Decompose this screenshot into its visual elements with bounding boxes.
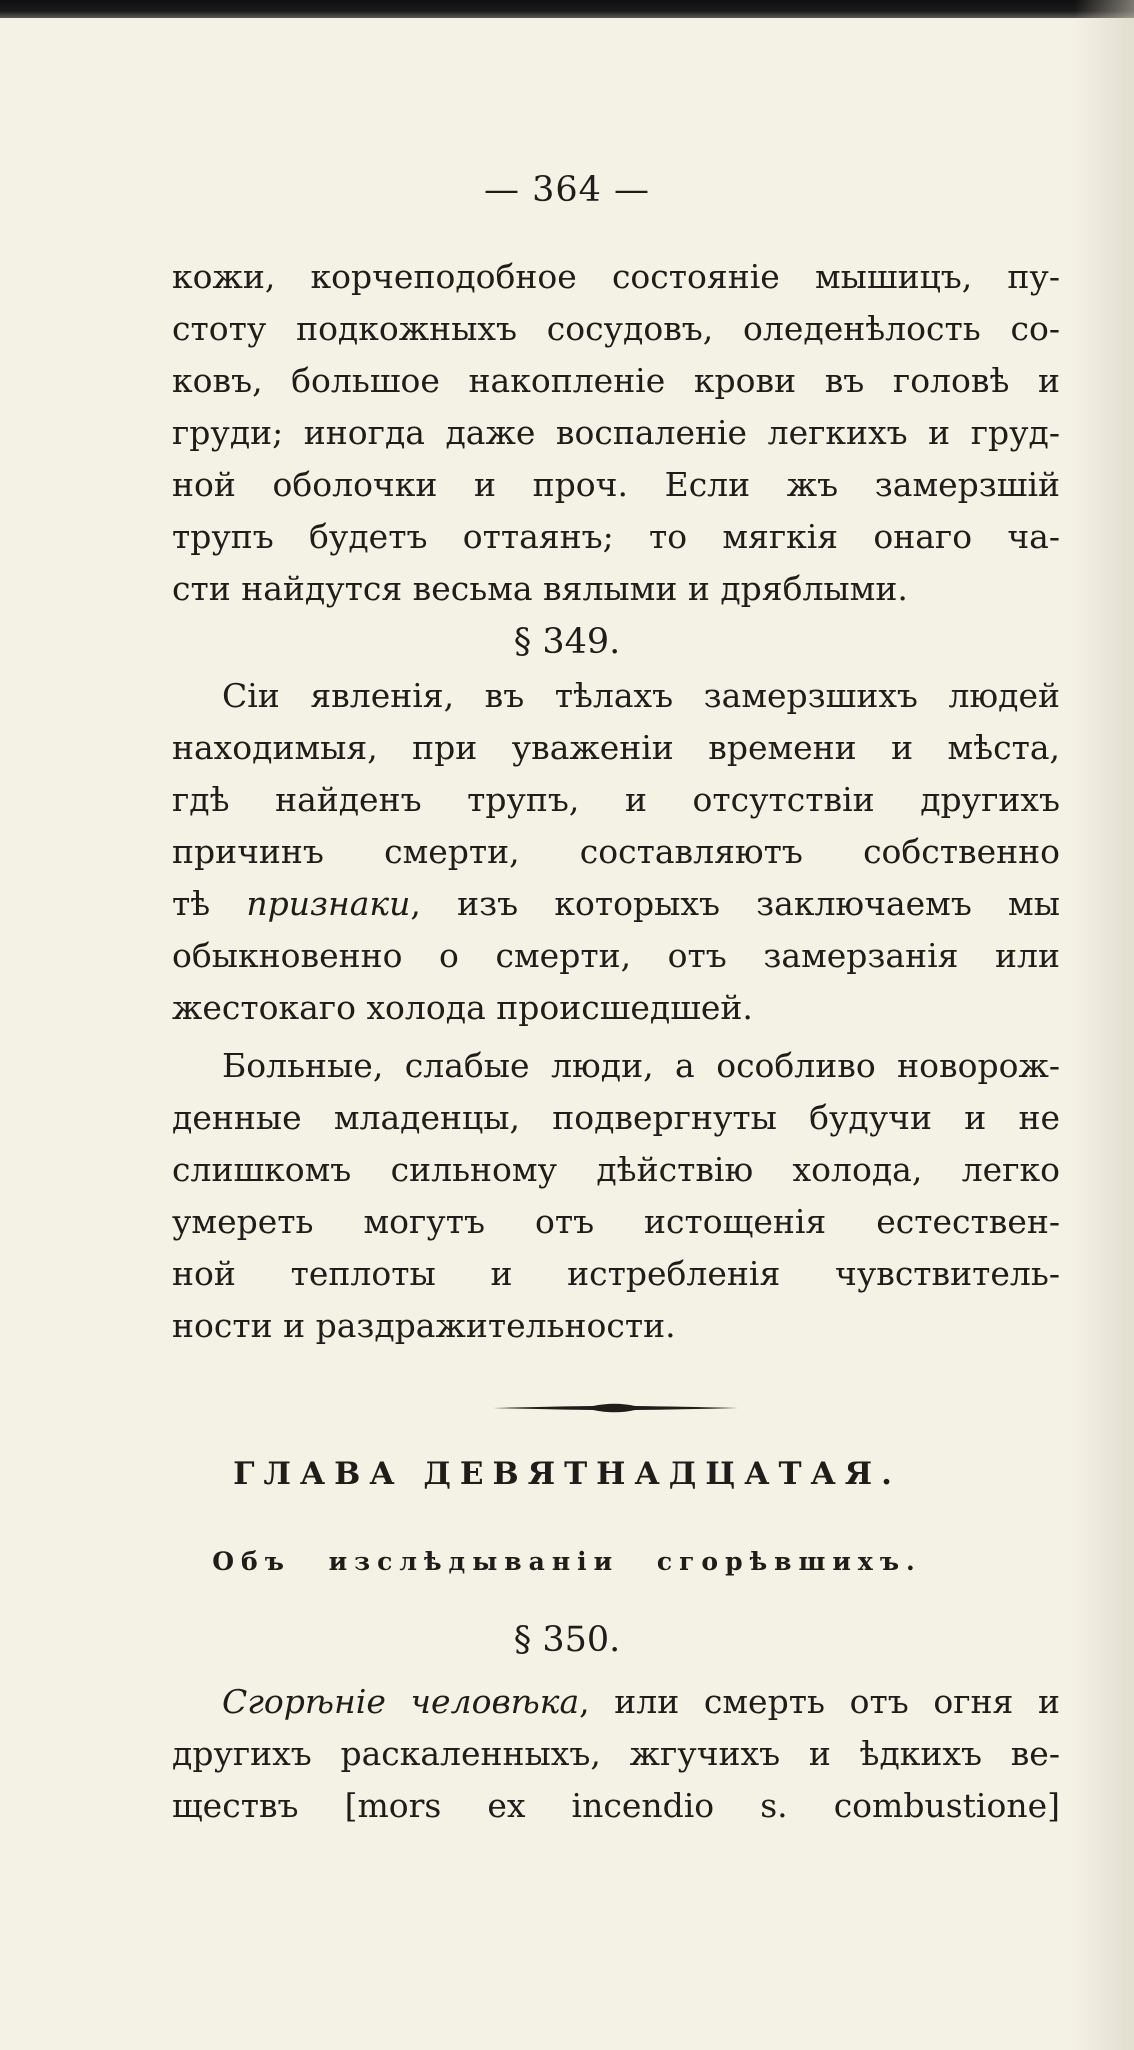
text-line: Сіи явленія, въ тѣлахъ замерзшихъ людей: [222, 676, 1060, 715]
paragraph-349: [172, 670, 1060, 1034]
text-line: слишкомъ сильному дѣйствію холода, легко: [172, 1150, 1060, 1189]
text-line-with-emphasis: [172, 878, 1060, 930]
text-line: обыкновенно о смерти, отъ замерзанія или: [172, 936, 1060, 975]
text-line: находимыя, при уваженіи времени и мѣста,: [172, 728, 1060, 767]
ornament-divider: [493, 1401, 738, 1415]
text-run: тѣ: [172, 884, 247, 923]
page-number: — 364 —: [483, 170, 651, 210]
text-line: ществъ [mors ex incendio s. combustione]: [172, 1786, 1060, 1825]
page-gutter-shadow: [1074, 0, 1134, 2050]
text-line: стоту подкожныхъ сосудовъ, оледенѣлость со-: [172, 309, 1060, 348]
text-line: гдѣ найденъ трупъ, и отсутствіи другихъ: [172, 780, 1060, 819]
text-line: жестокаго холода происшедшей.: [172, 988, 753, 1027]
chapter-subtitle: Объ изслѣдываніи сгорѣвшихъ.: [212, 1547, 922, 1576]
text-line: трупъ будетъ оттаянъ; то мягкія онаго ча-: [172, 517, 1060, 556]
text-line: причинъ смерти, составляютъ собственно: [172, 832, 1060, 871]
chapter-title: ГЛАВА ДЕВЯТНАДЦАТАЯ.: [233, 1456, 901, 1492]
section-heading-350: § 350.: [513, 1620, 621, 1660]
text-line: ной теплоты и истребленія чувствитель-: [172, 1254, 1060, 1293]
text-line: Больные, слабые люди, а особливо новорож-: [222, 1046, 1060, 1085]
text-run: , изъ которыхъ заключаемъ мы: [410, 884, 1060, 923]
emphasis-priznaki: признаки: [246, 884, 411, 923]
text-line: ковъ, большое накопленіе крови въ головѣ и: [172, 361, 1060, 400]
text-line: ной оболочки и проч. Если жъ замерзшій: [172, 465, 1060, 504]
text-line: другихъ раскаленныхъ, жгучихъ и ѣдкихъ ве-: [172, 1734, 1060, 1773]
paragraph-continuation: [172, 251, 1060, 615]
text-line: ности и раздражительности.: [172, 1306, 676, 1345]
paragraph-weak-people: [172, 1040, 1060, 1352]
text-line: умереть могутъ отъ истощенія естествен-: [172, 1202, 1060, 1241]
text-line: груди; иногда даже воспаленіе легкихъ и груд-: [172, 413, 1060, 452]
section-heading-349: § 349.: [513, 622, 621, 662]
text-run: , или смерть отъ огня и: [579, 1682, 1060, 1721]
emphasis-sgorenie: Сгорѣніе человѣка: [222, 1682, 580, 1721]
text-line: денные младенцы, подвергнуты будучи и не: [172, 1098, 1060, 1137]
page-top-edge: [0, 0, 1134, 18]
text-line-with-emphasis: [172, 1676, 1060, 1728]
text-line: сти найдутся весьма вялыми и дряблыми.: [172, 569, 908, 608]
text-line: кожи, корчеподобное состояніе мышицъ, пу-: [172, 257, 1060, 296]
paragraph-350: [172, 1676, 1060, 1832]
